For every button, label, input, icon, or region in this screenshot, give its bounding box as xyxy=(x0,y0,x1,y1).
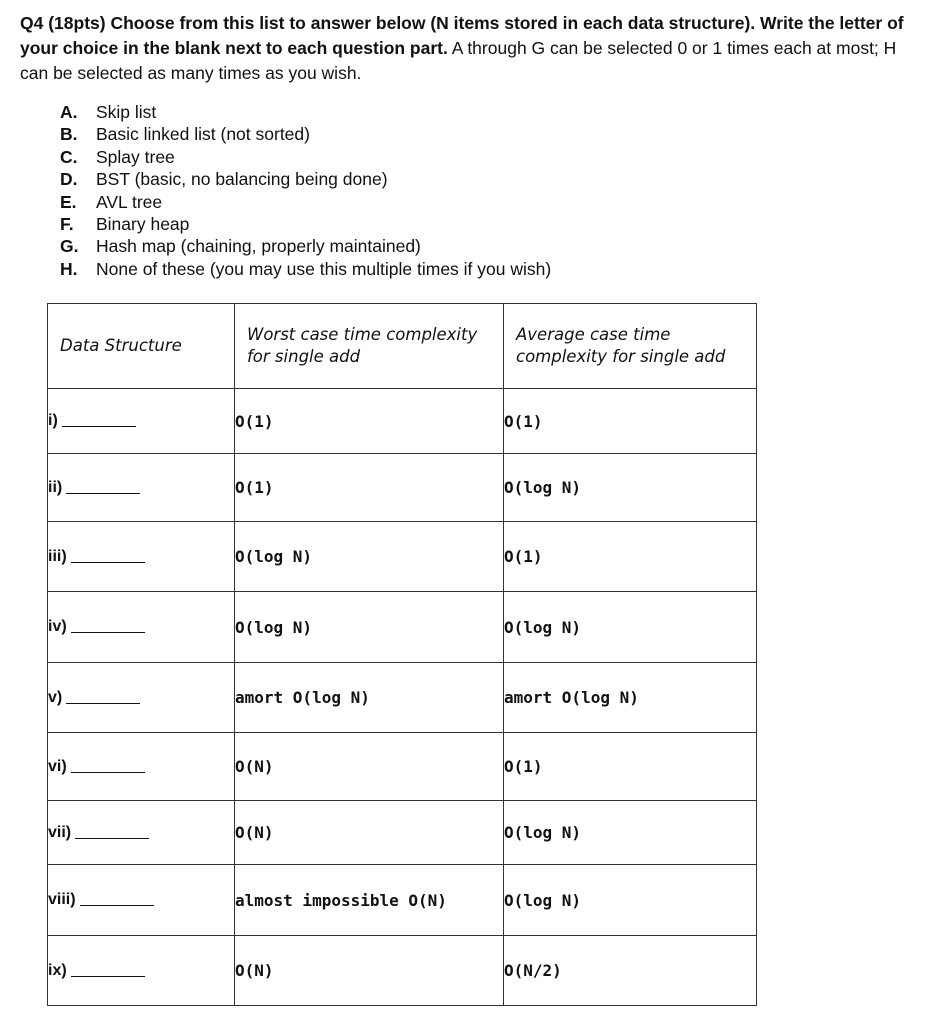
average-case-cell: O(1) xyxy=(504,389,757,454)
option-text: Hash map (chaining, properly maintained) xyxy=(96,236,421,257)
row-label: vi) xyxy=(48,757,67,775)
answer-blank[interactable] xyxy=(71,975,145,977)
table-row xyxy=(48,936,757,1006)
option-text: None of these (you may use this multiple times if you wish) xyxy=(96,258,552,279)
question-normal-text: A through G can be selected 0 or 1 times each at most; H can be selected as many times as you wish. xyxy=(20,38,897,83)
header-data-structure: Data Structure xyxy=(48,304,235,389)
header-average-line1: Average case time xyxy=(516,325,671,344)
row-label-cell xyxy=(48,801,235,865)
answer-blank[interactable] xyxy=(66,702,140,704)
table-row xyxy=(48,592,757,663)
option-letter: C. xyxy=(60,146,78,167)
option-letter: D. xyxy=(60,169,78,190)
average-case-cell: O(log N) xyxy=(504,454,757,522)
row-label: iv) xyxy=(48,618,67,635)
row-label-cell xyxy=(48,522,235,592)
table-header-row xyxy=(48,304,757,389)
row-label-cell xyxy=(48,936,235,1006)
option-h xyxy=(60,258,551,280)
answer-blank[interactable] xyxy=(66,492,140,494)
table-row xyxy=(48,389,757,454)
average-case-cell: amort O(log N) xyxy=(504,663,757,733)
option-letter: A. xyxy=(60,102,78,122)
worst-case-cell: amort O(log N) xyxy=(235,663,504,733)
worst-case-cell: almost impossible O(N) xyxy=(235,865,504,936)
option-text: Basic linked list (not sorted) xyxy=(96,124,310,145)
row-label: vii) xyxy=(48,823,72,841)
option-e xyxy=(60,191,551,213)
option-letter: H. xyxy=(60,258,78,279)
worst-case-cell: O(log N) xyxy=(235,592,504,663)
question-bold-text: Q4 (18pts) Choose from this list to answer below (N items stored in each data structure). Write the letter of your choice in the blank next to each question part. xyxy=(20,13,904,58)
worst-case-cell: O(1) xyxy=(235,389,504,454)
worst-case-cell: O(N) xyxy=(235,936,504,1006)
row-label-cell xyxy=(48,454,235,522)
options-list xyxy=(60,101,551,280)
question-prompt xyxy=(20,11,925,86)
answer-table xyxy=(47,303,757,1006)
table-row xyxy=(48,663,757,733)
average-case-cell: O(log N) xyxy=(504,592,757,663)
option-g xyxy=(60,235,551,257)
option-f xyxy=(60,213,551,235)
table-row xyxy=(48,801,757,865)
option-text: BST (basic, no balancing being done) xyxy=(96,169,388,190)
answer-blank[interactable] xyxy=(71,771,145,773)
row-label: viii) xyxy=(48,891,76,908)
row-label: ix) xyxy=(48,961,67,979)
option-b xyxy=(60,123,551,145)
option-letter: F. xyxy=(60,214,74,235)
row-label: i) xyxy=(48,412,58,429)
answer-blank[interactable] xyxy=(62,425,136,427)
option-text: Splay tree xyxy=(96,146,175,167)
row-label: iii) xyxy=(48,547,67,565)
answer-blank[interactable] xyxy=(71,561,145,563)
average-case-cell: O(1) xyxy=(504,522,757,592)
worst-case-cell: O(N) xyxy=(235,801,504,865)
option-text: AVL tree xyxy=(96,191,163,212)
table-row xyxy=(48,522,757,592)
row-label: ii) xyxy=(48,478,63,496)
option-d xyxy=(60,168,551,190)
answer-blank[interactable] xyxy=(75,837,149,839)
header-average-line2: complexity for single add xyxy=(516,347,726,366)
header-average-case xyxy=(504,304,757,389)
table-row xyxy=(48,733,757,801)
answer-blank[interactable] xyxy=(71,631,145,633)
average-case-cell: O(log N) xyxy=(504,865,757,936)
header-worst-line2: for single add xyxy=(247,347,361,366)
answer-blank[interactable] xyxy=(80,904,154,906)
option-text: Skip list xyxy=(96,102,157,122)
row-label-cell xyxy=(48,389,235,454)
table-row xyxy=(48,454,757,522)
row-label-cell xyxy=(48,865,235,936)
row-label-cell xyxy=(48,663,235,733)
option-a xyxy=(60,101,551,123)
option-letter: B. xyxy=(60,124,78,145)
average-case-cell: O(1) xyxy=(504,733,757,801)
option-text: Binary heap xyxy=(96,214,190,235)
option-c xyxy=(60,146,551,168)
option-letter: E. xyxy=(60,191,77,212)
table-row xyxy=(48,865,757,936)
row-label: v) xyxy=(48,688,63,706)
worst-case-cell: O(1) xyxy=(235,454,504,522)
row-label-cell xyxy=(48,733,235,801)
header-worst-case xyxy=(235,304,504,389)
option-letter: G. xyxy=(60,236,79,257)
average-case-cell: O(log N) xyxy=(504,801,757,865)
average-case-cell: O(N/2) xyxy=(504,936,757,1006)
row-label-cell xyxy=(48,592,235,663)
worst-case-cell: O(log N) xyxy=(235,522,504,592)
worst-case-cell: O(N) xyxy=(235,733,504,801)
header-worst-line1: Worst case time complexity xyxy=(247,325,478,344)
